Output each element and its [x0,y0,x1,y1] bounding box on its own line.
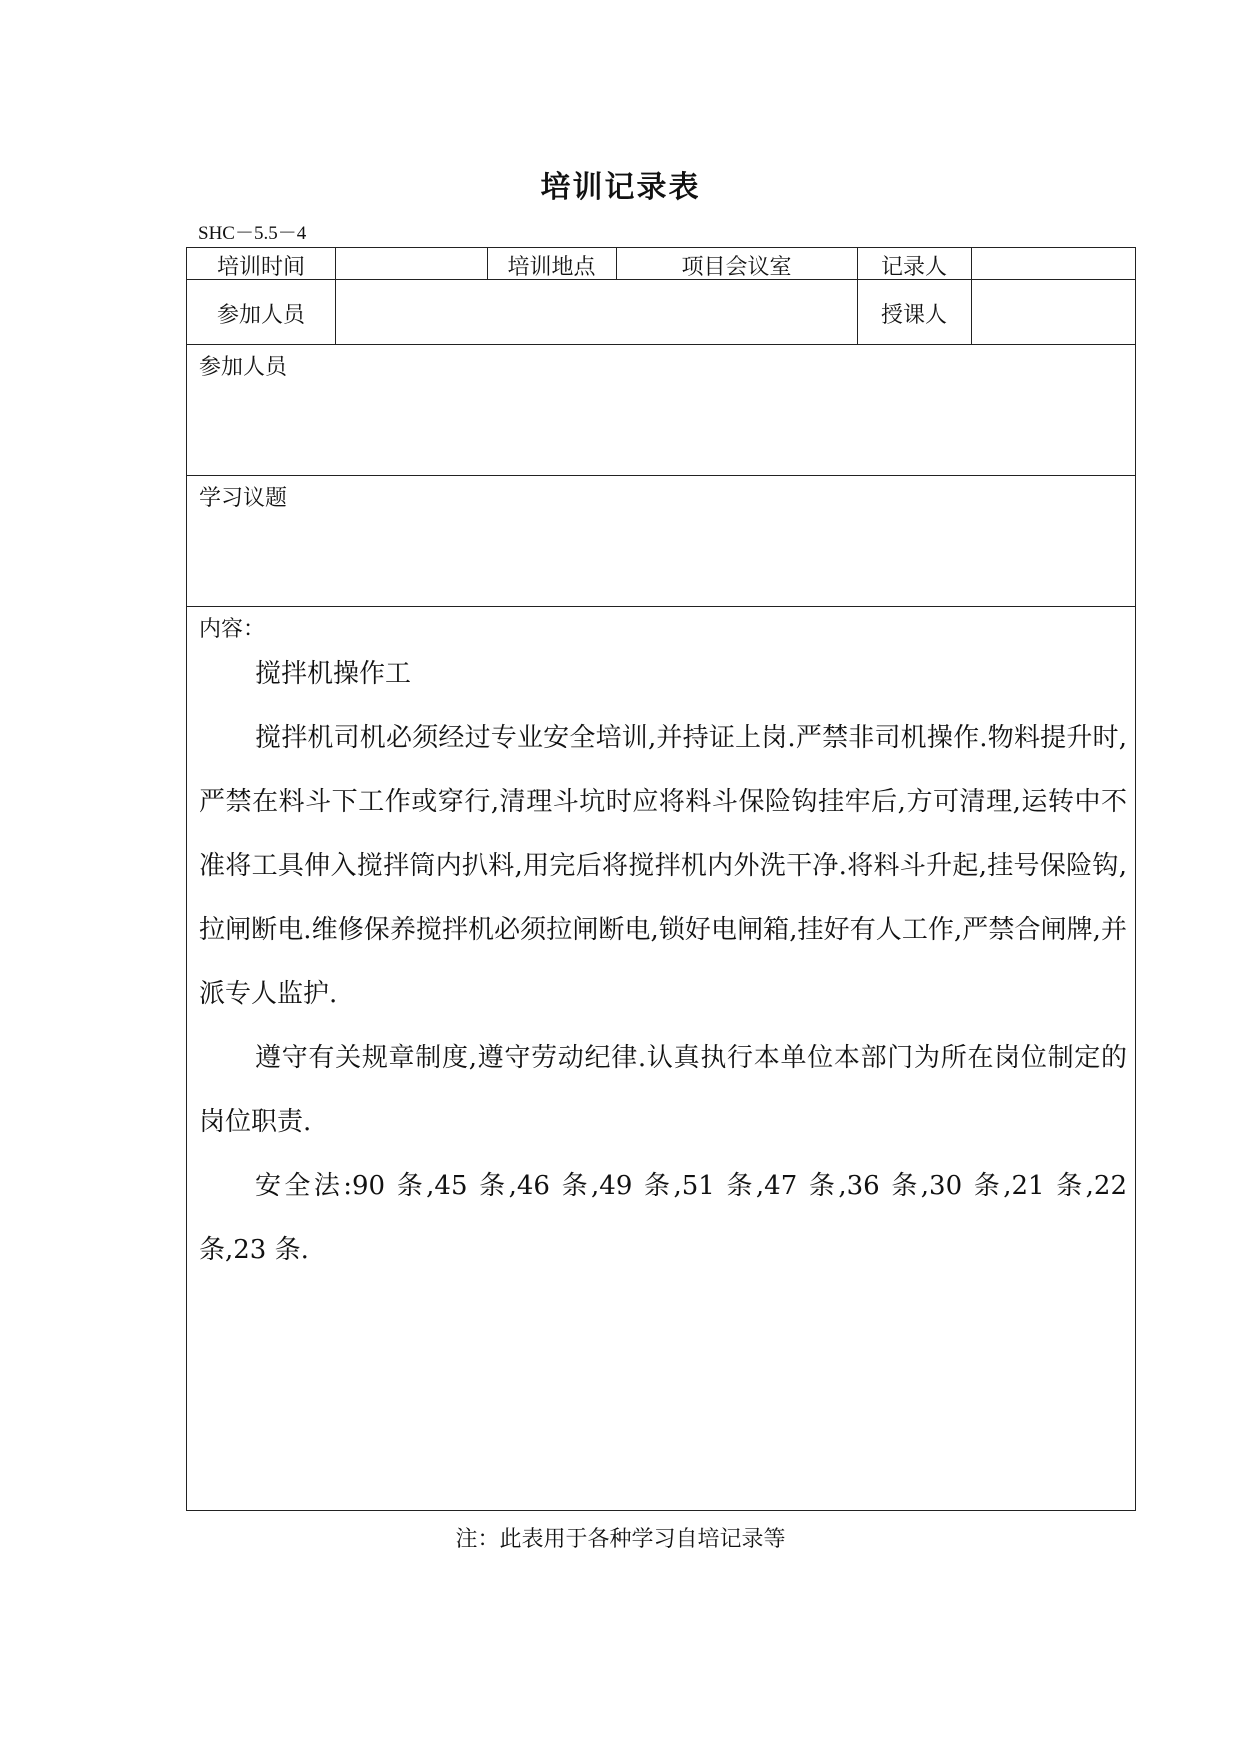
participants-section-label: 参加人员 [199,355,288,380]
participants-label: 参加人员 [216,303,305,328]
content-body [199,642,1127,1282]
training-time-label: 培训时间 [216,255,305,280]
column-divider [971,248,972,344]
content-paragraph: 遵守有关规章制度,遵守劳动纪律.认真执行本单位本部门为所在岗位制定的岗位职责. [199,1043,1127,1137]
content-paragraph: 安全法:90 条,45 条,46 条,49 条,51 条,47 条,36 条,30 条,21 条,22 条,23 条. [199,1171,1127,1265]
topic-section-label: 学习议题 [199,486,288,511]
column-divider [335,248,336,344]
row-divider [187,606,1135,607]
row-divider [187,475,1135,476]
content-section-label: 内容： [199,617,266,642]
content-paragraph: 搅拌机司机必须经过专业安全培训,并持证上岗.严禁非司机操作.物料提升时,严禁在料斗下工作或穿行,清理斗坑时应将料斗保险钩挂牢后,方可清理,运转中不准将工具伸入搅拌筒内扒料,用完后将搅拌机内外洗干净.将料斗升起,挂号保险钩,拉闸断电.维修保养搅拌机必须拉闸断电,锁好电闸箱,挂好有人工作,严禁合闸牌,并派专人监护. [199,723,1127,1009]
training-record-form [186,247,1136,1511]
lecturer-label: 授课人 [880,303,947,328]
document-title: 培训记录表 [540,170,701,205]
row-divider [187,344,1135,345]
footer-note: 注：此表用于各种学习自培记录等 [455,1527,786,1552]
training-location-field[interactable]: 项目会议室 [681,255,792,280]
form-code: SHC－5.5－4 [198,223,307,244]
training-location-label: 培训地点 [507,255,596,280]
recorder-label: 记录人 [880,255,947,280]
content-heading: 搅拌机操作工 [255,659,412,689]
